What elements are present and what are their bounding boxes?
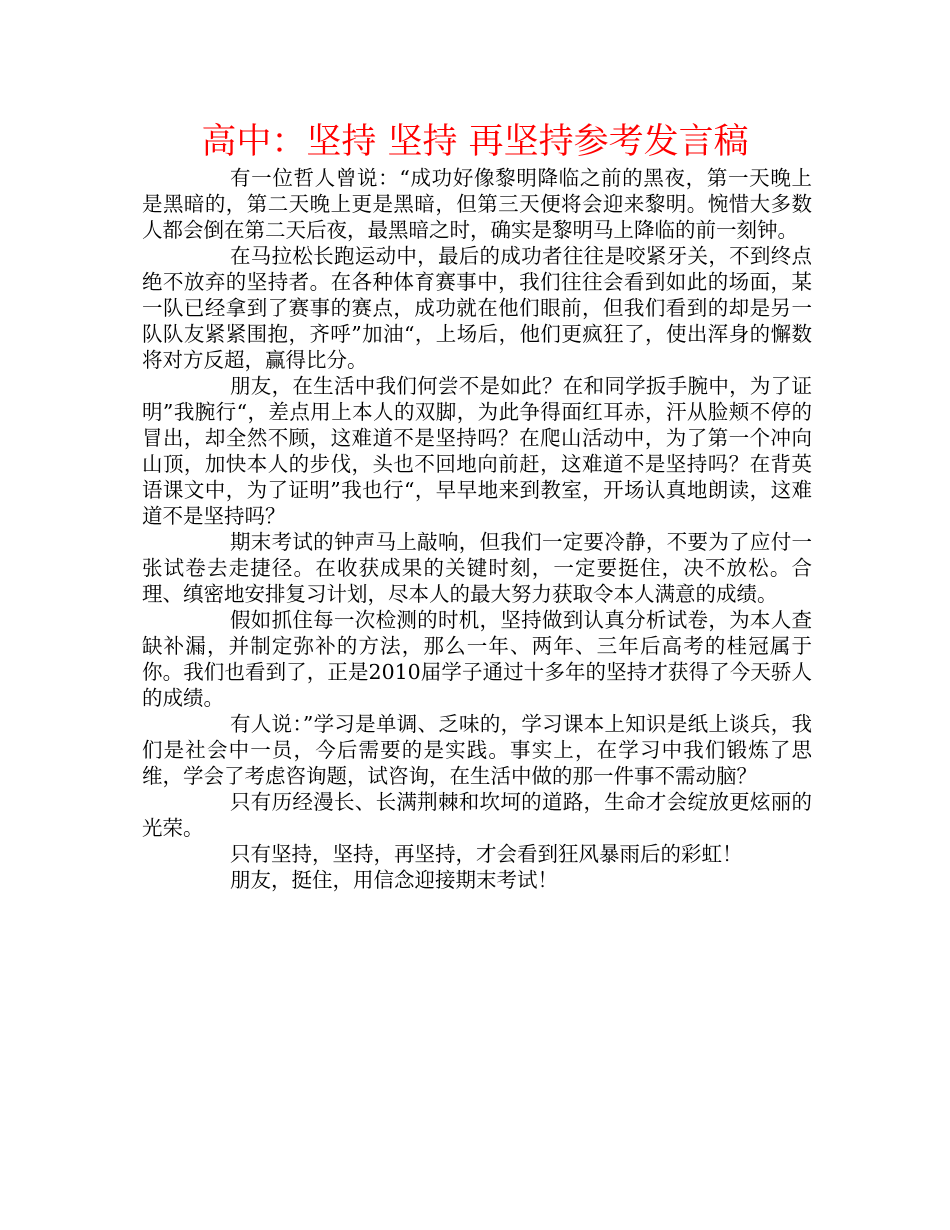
document-title: 高中：坚持 坚持 再坚持参考发言稿 <box>201 122 749 162</box>
document-body <box>142 165 812 893</box>
paragraph-2: 在马拉松长跑运动中，最后的成功者往往是咬紧牙关，不到终点绝不放弃的坚持者。在各种体育赛事中，我们往往会看到如此的场面，某一队已经拿到了赛事的赛点，成功就在他们眼前，但我们看到的却是另一队队友紧紧围抱，齐呼”加油“，上场后，他们更疯狂了，使出浑身的懈数将对方反超，赢得比分。 <box>142 244 812 372</box>
paragraph-7: 只有历经漫长、长满荆棘和坎坷的道路，生命才会绽放更炫丽的光荣。 <box>142 790 812 840</box>
paragraph-1: 有一位哲人曾说：“成功好像黎明降临之前的黑夜，第一天晚上是黑暗的，第二天晚上更是黑暗，但第三天便将会迎来黎明。惋惜大多数人都会倒在第二天后夜，最黑暗之时，确实是黎明马上降临的前一刻钟。 <box>142 166 812 242</box>
paragraph-3: 朋友，在生活中我们何尝不是如此？在和同学扳手腕中，为了证明”我腕行“，差点用上本人的双脚，为此争得面红耳赤，汗从脸颊不停的冒出，却全然不顾，这难道不是坚持吗？在爬山活动中，为了第一个冲向山顶，加快本人的步伐，头也不回地向前赶，这难道不是坚持吗？在背英语课文中，为了证明”我也行“，早早地来到教室，开场认真地朗读，这难道不是坚持吗？ <box>142 374 812 528</box>
paragraph-9: 朋友，挺住，用信念迎接期末考试！ <box>230 868 558 892</box>
paragraph-5: 假如抓住每一次检测的时机，坚持做到认真分析试卷，为本人查缺补漏，并制定弥补的方法，那么一年、两年、三年后高考的桂冠属于你。我们也看到了，正是2010届学子通过十多年的坚持才获得了今天骄人的成绩。 <box>142 608 812 710</box>
paragraph-4: 期末考试的钟声马上敲响，但我们一定要冷静，不要为了应付一张试卷去走捷径。在收获成果的关键时刻，一定要挺住，决不放松。合理、缜密地安排复习计划，尽本人的最大努力获取令本人满意的成绩。 <box>142 530 812 606</box>
paragraph-8: 只有坚持，坚持，再坚持，才会看到狂风暴雨后的彩虹！ <box>230 842 743 866</box>
paragraph-6: 有人说：”学习是单调、乏味的，学习课本上知识是纸上谈兵，我们是社会中一员，今后需要的是实践。事实上，在学习中我们锻炼了思维，学会了考虑咨询题，试咨询，在生活中做的那一件事不需动脑？ <box>142 712 812 788</box>
